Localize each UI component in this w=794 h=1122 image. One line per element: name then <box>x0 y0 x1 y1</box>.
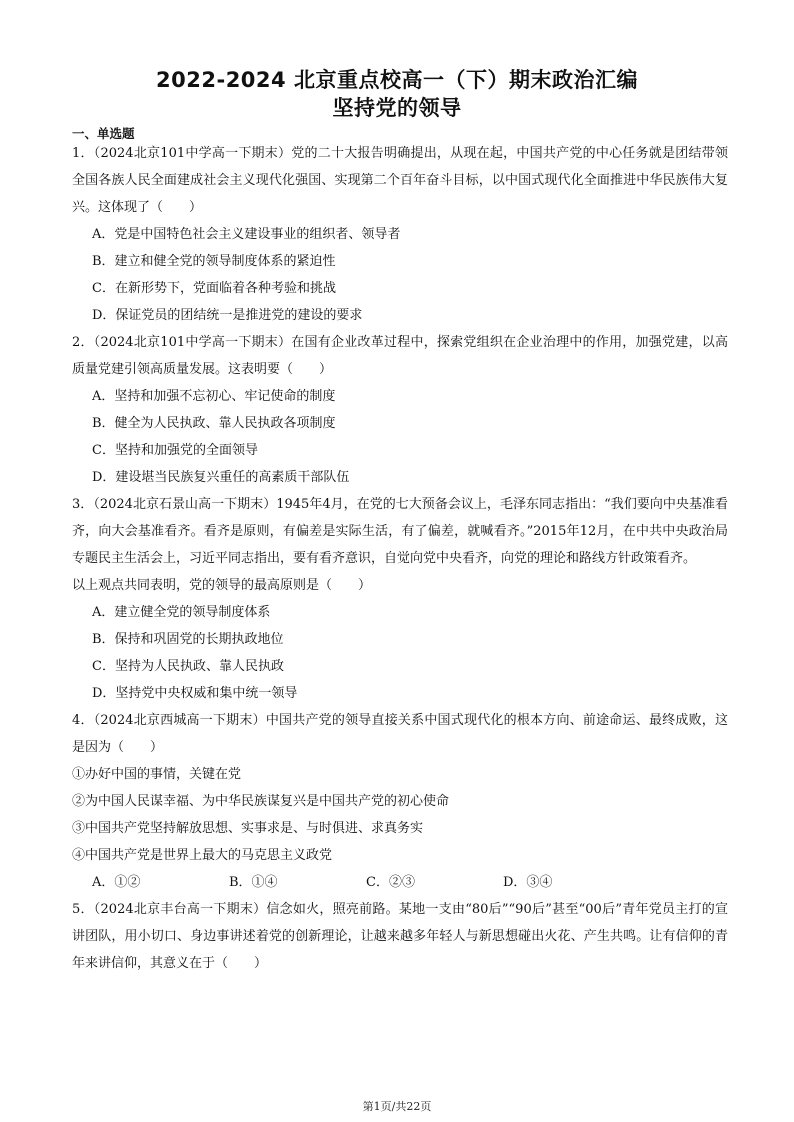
question-lead: 以上观点共同表明，党的领导的最高原则是（ ） <box>72 578 372 593</box>
option-b: B．健全为人民执政、靠人民执政各项制度 <box>92 416 336 431</box>
question-3 <box>72 491 728 707</box>
option-a: A．建立健全党的领导制度体系 <box>92 605 271 620</box>
statement-1: ①办好中国的事情，关键在党 <box>72 767 242 782</box>
statement-4: ④中国共产党是世界上最大的马克思主义政党 <box>72 848 333 863</box>
document-subtitle: 坚持党的领导 <box>332 96 462 120</box>
document-title: 2022-2024 北京重点校高一（下）期末政治汇编 <box>156 68 638 92</box>
question-1 <box>72 140 728 329</box>
section-heading: 一、单选题 <box>72 126 135 141</box>
question-list <box>72 140 728 977</box>
choice-a: A．①② <box>92 875 141 890</box>
option-c: C．坚持和加强党的全面领导 <box>92 443 258 458</box>
question-4 <box>72 707 728 896</box>
choice-row <box>72 869 728 896</box>
option-a: A．党是中国特色社会主义建设事业的组织者、领导者 <box>92 227 401 242</box>
choice-b: B．①④ <box>229 875 278 890</box>
option-d: D．坚持党中央权威和集中统一领导 <box>92 686 298 701</box>
choice-d: D．③④ <box>503 875 553 890</box>
statement-3: ③中国共产党坚持解放思想、实事求是、与时俱进、求真务实 <box>72 821 424 836</box>
statement-2: ②为中国人民谋幸福、为中华民族谋复兴是中国共产党的初心使命 <box>72 794 450 809</box>
option-b: B．保持和巩固党的长期执政地位 <box>92 632 284 647</box>
question-stem: 2．（2024北京101中学高一下期末）在国有企业改革过程中，探索党组织在企业治理中的作用，加强党建，以高质量党建引领高质量发展。这表明要（ ） <box>72 335 728 377</box>
question-stem: 5．（2024北京丰台高一下期末）信念如火，照亮前路。某地一支由“80后”“90后”甚至“00后”青年党员主打的宣讲团队，用小切口、身边事讲述着党的创新理论，让越来越多年轻人与新思想碰出火花、产生共鸣。让有信仰的青年来讲信仰，其意义在于（ ） <box>72 902 728 971</box>
option-c: C．在新形势下，党面临着各种考验和挑战 <box>92 281 336 296</box>
page-number: 第1页/共22页 <box>362 1100 432 1113</box>
option-d: D．建设堪当民族复兴重任的高素质干部队伍 <box>92 470 350 485</box>
option-b: B．建立和健全党的领导制度体系的紧迫性 <box>92 254 336 269</box>
question-stem: 4．（2024北京西城高一下期末）中国共产党的领导直接关系中国式现代化的根本方向、前途命运、最终成败，这是因为（ ） <box>72 713 728 755</box>
option-d: D．保证党员的团结统一是推进党的建设的要求 <box>92 308 363 323</box>
question-5 <box>72 896 728 977</box>
option-c: C．坚持为人民执政、靠人民执政 <box>92 659 284 674</box>
question-stem: 1．（2024北京101中学高一下期末）党的二十大报告明确提出，从现在起，中国共产党的中心任务就是团结带领全国各族人民全面建成社会主义现代化强国、实现第二个百年奋斗目标，以中国式现代化全面推进中华民族伟大复兴。这体现了（ ） <box>72 146 728 215</box>
question-stem: 3．（2024北京石景山高一下期末）1945年4月，在党的七大预备会议上，毛泽东同志指出：“我们要向中央基准看齐，向大会基准看齐。看齐是原则，有偏差是实际生活，有了偏差，就喊看齐。”2015年12月，在中共中央政治局专题民主生活会上，习近平同志指出，要有看齐意识，自觉向党中央看齐，向党的理论和路线方针政策看齐。 <box>72 497 728 566</box>
choice-c: C．②③ <box>366 875 415 890</box>
question-2 <box>72 329 728 491</box>
option-a: A．坚持和加强不忘初心、牢记使命的制度 <box>92 389 336 404</box>
